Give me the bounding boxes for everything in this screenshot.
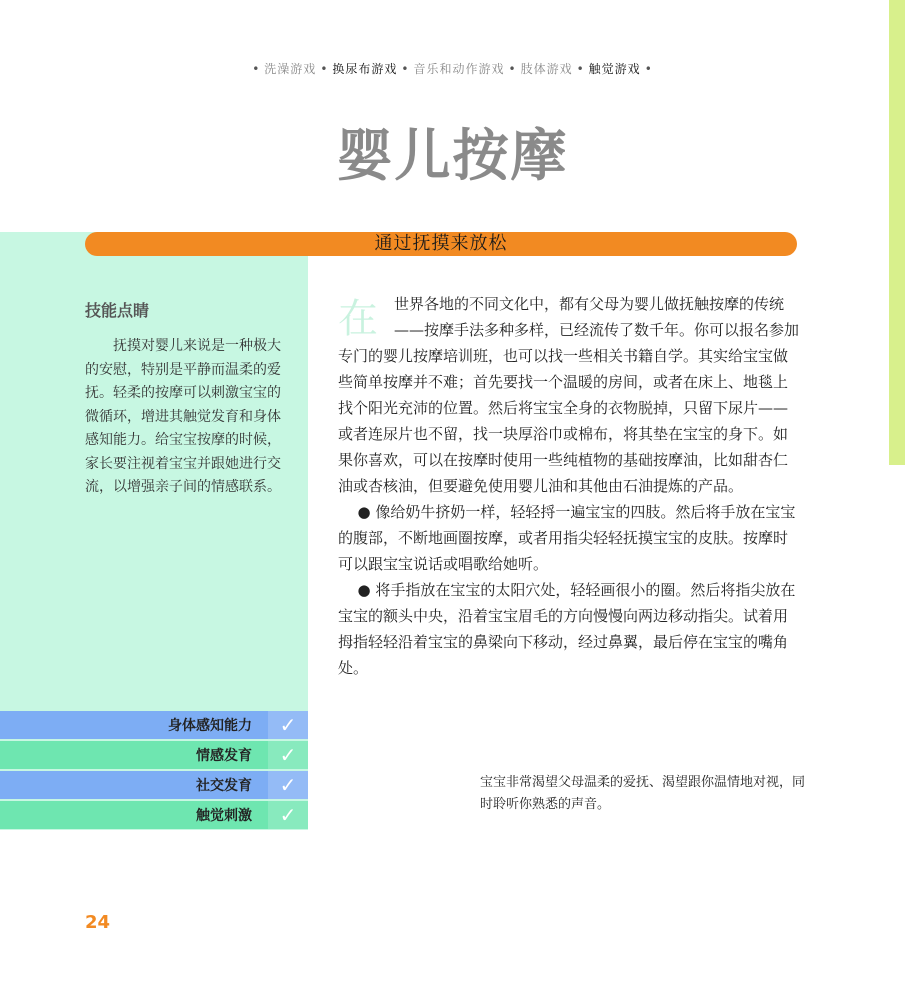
breadcrumb-separator: •	[508, 62, 517, 76]
page-number: 24	[85, 912, 111, 933]
checkmark-icon: ✓	[268, 771, 308, 799]
bullet-text: 将手指放在宝宝的太阳穴处，轻轻画很小的圈。然后将指尖放在宝宝的额头中央，沿着宝宝眉毛的方向慢慢向两边移动指尖。试着用拇指轻轻沿着宝宝的鼻梁向下移动，经过鼻翼，最后停在宝宝的嘴角处。	[338, 581, 796, 677]
breadcrumb-separator: •	[401, 62, 410, 76]
breadcrumb-item: 音乐和动作游戏	[413, 62, 505, 76]
skill-bar	[0, 771, 308, 799]
breadcrumb-item: 洗澡游戏	[264, 62, 317, 76]
section-banner: 通过抚摸来放松	[85, 232, 797, 256]
skill-label: 社交发育	[196, 778, 252, 794]
skill-label: 身体感知能力	[168, 718, 252, 734]
intro-paragraph	[338, 291, 800, 499]
drop-cap: 在	[338, 296, 378, 342]
breadcrumb-separator: •	[576, 62, 585, 76]
checkmark-icon: ✓	[268, 741, 308, 769]
bullet-item	[338, 499, 800, 577]
breadcrumb-separator: •	[320, 62, 329, 76]
article-body	[338, 291, 800, 681]
skill-bar	[0, 801, 308, 829]
breadcrumb-separator: •	[644, 62, 653, 76]
bullet-item	[338, 577, 800, 681]
breadcrumb-item: 换尿布游戏	[332, 62, 398, 76]
skill-label: 情感发育	[196, 748, 252, 764]
skill-bar	[0, 711, 308, 739]
checkmark-icon: ✓	[268, 711, 308, 739]
breadcrumb-item: 触觉游戏	[588, 62, 641, 76]
breadcrumb	[0, 60, 905, 77]
breadcrumb-item: 肢体游戏	[520, 62, 573, 76]
skill-label: 触觉刺激	[196, 808, 252, 824]
skill-bar	[0, 741, 308, 769]
breadcrumb-separator: •	[252, 62, 261, 76]
checkmark-icon: ✓	[268, 801, 308, 829]
page-title: 婴儿按摩	[336, 124, 569, 189]
bullet-text: 像给奶牛挤奶一样，轻轻捋一遍宝宝的四肢。然后将手放在宝宝的腹部，不断地画圈按摩，或者用指尖轻轻抚摸宝宝的皮肤。按摩时可以跟宝宝说话或唱歌给她听。	[338, 503, 796, 573]
bullet-icon: ●	[357, 503, 371, 521]
photo-caption: 宝宝非常渴望父母温柔的爱抚、渴望跟你温情地对视，同时聆听你熟悉的声音。	[480, 775, 806, 812]
intro-text: 世界各地的不同文化中，都有父母为婴儿做抚触按摩的传统——按摩手法多种多样，已经流传了数千年。你可以报名参加专门的婴儿按摩培训班，也可以找一些相关书籍自学。其实给宝宝做些简单按摩并不难；首先要找一个温暖的房间，或者在床上、地毯上找个阳光充沛的位置。然后将宝宝全身的衣物脱掉，只留下尿片——或者连尿片也不留，找一块厚浴巾或棉布，将其垫在宝宝的身下。如果你喜欢，可以在按摩时使用一些纯植物的基础按摩油，比如甜杏仁油或杏核油，但要避免使用婴儿油和其他由石油提炼的产品。	[338, 295, 800, 495]
bullet-icon: ●	[357, 581, 371, 599]
skill-tip-text: 抚摸对婴儿来说是一种极大的安慰，特别是平静而温柔的爱抚。轻柔的按摩可以刺激宝宝的微循环，增进其触觉发育和身体感知能力。给宝宝按摩的时候，家长要注视着宝宝并跟她进行交流，以增强亲子间的情感联系。	[85, 338, 281, 495]
skill-tip-heading: 技能点睛	[85, 301, 150, 320]
